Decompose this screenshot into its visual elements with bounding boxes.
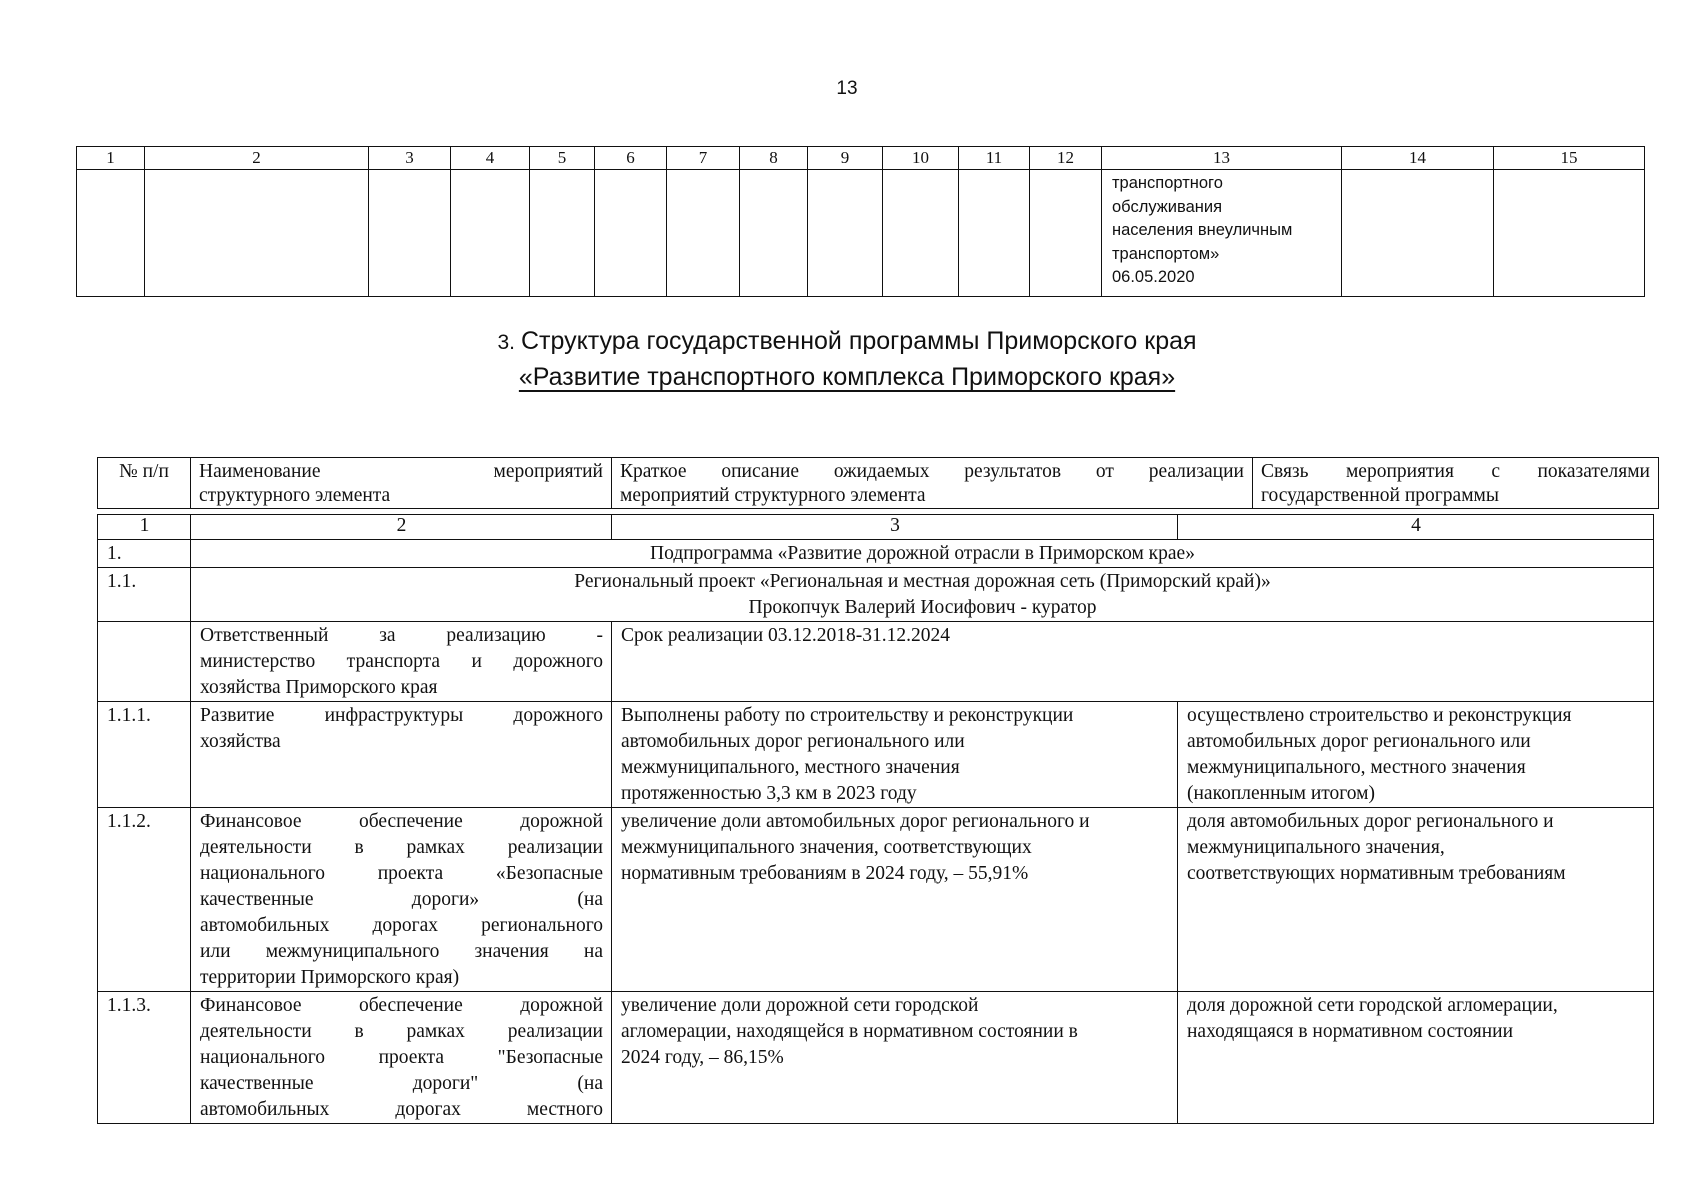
- column-number: 4: [1178, 515, 1654, 540]
- column-number: 2: [145, 147, 369, 170]
- table-row: [98, 808, 1654, 992]
- expected-result: увеличение доли дорожной сети городской агломерации, находящейся в нормативном состоянии в 2024 году, – 86,15%: [612, 992, 1178, 1124]
- table-row: [77, 170, 1645, 297]
- column-number: 12: [1030, 147, 1102, 170]
- subprogram-title: Подпрограмма «Развитие дорожной отрасли в Приморском крае»: [191, 540, 1654, 568]
- continuation-table: [76, 146, 1645, 297]
- column-number: 15: [1494, 147, 1645, 170]
- header-name: Наименование мероприятий структурного элемента: [191, 458, 612, 509]
- column-number: 5: [530, 147, 595, 170]
- structure-table: [97, 514, 1654, 1124]
- row-number: 1.1.3.: [98, 992, 191, 1124]
- cell-13: транспортного обслуживания населения внеуличным транспортом» 06.05.2020: [1102, 170, 1342, 297]
- measure-name: Финансовое обеспечение дорожной деятельности в рамках реализации национального проекта «Безопасные качественные дороги» (на автомобильных дорогах регионального или межмуниципального значения на территории Приморского края): [191, 808, 612, 992]
- column-number: 1: [98, 515, 191, 540]
- term-text: Срок реализации 03.12.2018-31.12.2024: [612, 622, 1654, 702]
- column-number: 7: [667, 147, 740, 170]
- column-number: 10: [883, 147, 959, 170]
- header-number: № п/п: [98, 458, 191, 509]
- column-number: 4: [451, 147, 530, 170]
- row-number: 1.: [98, 540, 191, 568]
- expected-result: увеличение доли автомобильных дорог регионального и межмуниципального значения, соответствующих нормативным требованиям в 2024 году, – 55,91%: [612, 808, 1178, 992]
- column-number: 13: [1102, 147, 1342, 170]
- row-number: 1.1.1.: [98, 702, 191, 808]
- table-row: [98, 702, 1654, 808]
- responsible-row: [98, 622, 1654, 702]
- header-result: Краткое описание ожидаемых результатов от реализации мероприятий структурного элемента: [612, 458, 1253, 509]
- column-number-row: [77, 147, 1645, 170]
- column-number: 3: [369, 147, 451, 170]
- column-number: 11: [959, 147, 1030, 170]
- column-number: 6: [595, 147, 667, 170]
- column-number: 1: [77, 147, 145, 170]
- row-number: 1.1.: [98, 568, 191, 622]
- column-number: 3: [612, 515, 1178, 540]
- measure-name: Финансовое обеспечение дорожной деятельности в рамках реализации национального проекта "Безопасные качественные дороги" (на автомобильных дорогах местного: [191, 992, 612, 1124]
- column-number-row: [98, 515, 1654, 540]
- column-number: 14: [1342, 147, 1494, 170]
- indicator-link: осуществлено строительство и реконструкция автомобильных дорог регионального или межмуниципального, местного значения (накопленным итогом): [1178, 702, 1654, 808]
- header-link: Связь мероприятия с показателями государственной программы: [1253, 458, 1659, 509]
- structure-table-header: [97, 457, 1659, 509]
- column-number: 8: [740, 147, 808, 170]
- indicator-link: доля дорожной сети городской агломерации, находящаяся в нормативном состоянии: [1178, 992, 1654, 1124]
- indicator-link: доля автомобильных дорог регионального и межмуниципального значения, соответствующих нормативным требованиям: [1178, 808, 1654, 992]
- expected-result: Выполнены работу по строительству и реконструкции автомобильных дорог регионального или межмуниципального, местного значения протяженностью 3,3 км в 2023 году: [612, 702, 1178, 808]
- responsible-text: Ответственный за реализацию - министерство транспорта и дорожного хозяйства Приморского края: [191, 622, 612, 702]
- column-number: 2: [191, 515, 612, 540]
- header-row: [98, 458, 1659, 509]
- page-number: 13: [836, 78, 858, 99]
- column-number: 9: [808, 147, 883, 170]
- row-number: 1.1.2.: [98, 808, 191, 992]
- section-title: 3. Структура государственной программы Приморского края «Развитие транспортного комплекса Приморского края»: [497, 327, 1197, 391]
- measure-name: Развитие инфраструктуры дорожного хозяйства: [191, 702, 612, 808]
- project-row: [98, 568, 1654, 622]
- project-title: Региональный проект «Региональная и местная дорожная сеть (Приморский край)» Прокопчук Валерий Иосифович - куратор: [191, 568, 1654, 622]
- subprogram-row: [98, 540, 1654, 568]
- table-row: [98, 992, 1654, 1124]
